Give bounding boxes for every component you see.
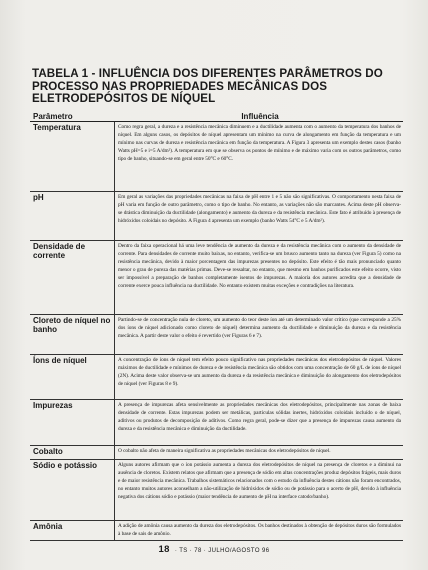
page-footer — [0, 544, 428, 555]
table-row — [30, 122, 403, 192]
title-line: TABELA 1 - INFLUÊNCIA DOS DIFERENTES PARÂMETROS DO — [32, 67, 383, 80]
row-influence: Em geral as variações das propriedades mecânicas na faixa de pH entre 1 e 5 não são significativas. O comportamento nesta faixa de pH varia em função de outro parâmetro, como o tipo de banho. No entanto, as variações não são marcantes. Acima deste pH observa-se drástica diminuição da ductilidade (alongamento) e aumento da dureza e da resistência mecânica. Este fato é atribuído à presença de hidróxidos coloidais no depósito. A Figura 4 apresenta um exemplo (banho Watts 54°C e 5 A/dm²). — [114, 192, 403, 240]
row-influence: Como regra geral, a dureza e a resistência mecânica diminuem e a ductilidade aumenta com o aumento da temperatura dos banhos de níquel. Em alguns casos, os depósitos de níquel apresentam um mínimo na curva de alongamento em função da temperatura e um mínimo nas curvas de dureza e resistência mecânica em função da temperatura. A Figura 3 apresenta um exemplo destes casos (banho Watts pH=5 e i=5 A/dm²). A temperatura em que se observa os pontos de mínimo e de máximo varia com os outros parâmetros, como tipo de banho, situando-se em geral entre 50°C e 60°C. — [114, 122, 403, 191]
row-parameter: Sódio e potássio — [33, 461, 98, 470]
row-parameter: pH — [33, 193, 44, 202]
title-line: PROCESSO NAS PROPRIEDADES MECÂNICAS DOS — [32, 79, 328, 93]
table-row — [30, 460, 403, 521]
row-parameter: Íons de níquel — [33, 356, 87, 365]
title-line: ELETRODEPÓSITOS DE NÍQUEL — [32, 92, 216, 105]
table-row — [30, 521, 403, 541]
row-influence: O cobalto não afeta de maneira significativa as propriedades mecânicas dos eletrodepósitos de níquel. — [114, 446, 403, 459]
row-parameter: Cloreto de níquel no banho — [33, 316, 111, 335]
row-influence: Alguns autores afirmam que o íon potássio aumenta a dureza dos eletrodepósitos de níquel na presença de cloretos e a diminui na ausência de cloretos. Existem relatos que afirmam que a presença de sódio em altas concentrações produz depósitos frágeis, mais duros e de maior resistência mecânica. Trabalhos sistemáticos relacionados com o estudo da influência destes cátions não foram encontrados, no entanto muitos autores aconselham a não-utilização de hidróxidos de sódio ou de potássio para o acerto de pH, devido à influência negativa dos cátions sódio e potássio (maior tendência de aumento de pH na interface catodo/banho). — [114, 460, 403, 520]
table-row — [30, 241, 403, 315]
row-influence: A presença de impurezas afeta sensivelmente as propriedades mecânicas dos eletrodepósitos, principalmente nas zonas de baixa densidade de corrente. Estas impurezas podem ser metálicas, partículas sólidas inertes, hidróxidos coloidais incluído o de níquel, aditivos ou produtos de decomposição de aditivos. Como regra geral, pode-se dizer que a presença de impurezas causa aumento da dureza e da resistência mecânica e diminuição da ductilidade. — [114, 400, 403, 445]
page-number: 18 — [158, 544, 170, 555]
table-row — [30, 192, 403, 241]
header-influence: Influência — [241, 111, 279, 121]
issue-info: · TS · 78 · JULHO/AGOSTO 96 — [174, 548, 270, 554]
parameters-table — [30, 111, 403, 541]
table-row — [30, 355, 403, 400]
header-parameter: Parâmetro — [33, 111, 73, 121]
table-row — [30, 446, 403, 460]
row-parameter: Temperatura — [33, 123, 81, 132]
table-header — [30, 111, 403, 122]
row-influence: Partindo-se de concentração nula de cloreto, um aumento do teor deste íon até um determinado valor crítico (que corresponde a 25% dos íons de níquel adicionado como cloreto de níquel) determina aumento da ductilidade e diminuição da dureza e da resistência mecânica. A partir deste valor o efeito é revertido (ver Figuras 6 e 7). — [114, 315, 403, 354]
row-parameter: Cobalto — [33, 447, 63, 456]
row-parameter: Amônia — [33, 522, 63, 531]
row-parameter: Densidade de corrente — [33, 242, 86, 261]
table-row — [30, 400, 403, 446]
table-title — [32, 68, 412, 106]
row-influence: A concentração de íons de níquel tem efeito pouco significativo nas propriedades mecânicas dos eletrodepósitos de níquel. Valores máximos de ductilidade e mínimos de dureza e de resistência mecânica são obtidos com uma concentração de 60 g/L de íons de níquel (2N). Acima deste valor observa-se um aumento da dureza e da resistência mecânica e diminuição do alongamento dos eletrodepósitos de níquel (ver Figuras 8 e 9). — [114, 355, 403, 399]
row-influence: A adição de amônia causa aumento da dureza dos eletrodepósitos. Os banhos destinados à obtenção de depósitos duros são formulados à base de sais de amônio. — [114, 521, 403, 540]
row-parameter: Impurezas — [33, 401, 73, 410]
table-row — [30, 315, 403, 355]
row-influence: Dentro da faixa operacional há uma leve tendência de aumento da dureza e da resistência mecânica com o aumento da densidade de corrente. Para densidades de corrente muito baixas, no entanto, verifica-se um brusco aumento tanto na dureza (ver Figura 5) como na resistência mecânica, devido à maior porcentagem das impurezas presentes no depósito. Este efeito é tão mais pronunciado quanto menor o grau de pureza das matérias primas. Deve-se ressaltar, no entanto, que mesmo em banhos purificados este efeito ocorre, visto ser impossível a preparação de banhos completamente isentos de impurezas. A maioria dos autores acredita que a densidade de corrente exerce pouca influência na ductilidade. No entanto existem muitas exceções e contradições na literatura. — [114, 241, 403, 314]
